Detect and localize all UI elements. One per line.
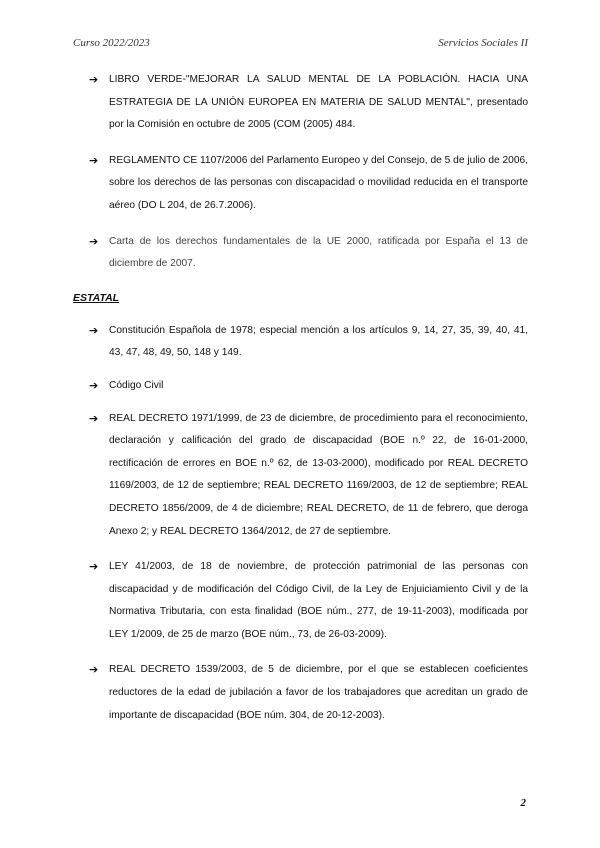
page-content bbox=[73, 69, 528, 727]
list-item-text: Carta de los derechos fundamentales de la UE 2000, ratificada por España el 13 de diciembre de 2007. bbox=[109, 235, 528, 270]
right-arrow-icon: ➔ bbox=[89, 379, 99, 392]
right-arrow-icon: ➔ bbox=[89, 561, 99, 574]
header-course: Curso 2022/2023 bbox=[73, 37, 150, 49]
right-arrow-icon: ➔ bbox=[89, 412, 99, 425]
list-item-text: REGLAMENTO CE 1107/2006 del Parlamento Europeo y del Consejo, de 5 de julio de 2006, sobre los derechos de las personas con discapacidad o movilidad reducida en el transporte aéreo (DO L 204, de 26.7.2006). bbox=[109, 154, 528, 211]
list-item bbox=[73, 408, 528, 544]
section-title-estatal: ESTATAL bbox=[73, 291, 120, 304]
list-item bbox=[73, 320, 528, 365]
list-item bbox=[73, 69, 528, 137]
list-item-text: Constitución Española de 1978; especial mención a los artículos 9, 14, 27, 35, 39, 40, 41, 43, 47, 48, 49, 50, 148 y 149. bbox=[109, 324, 528, 359]
list-item-text: LEY 41/2003, de 18 de noviembre, de protección patrimonial de las personas con discapacidad y de modificación del Código Civil, de la Ley de Enjuiciamiento Civil y de la Normativa Tributaria, con esta finalidad (BOE núm., 277, de 19-11-2003), modificada por LEY 1/2009, de 25 de marzo (BOE núm., 73, de 26-03-2009). bbox=[109, 561, 528, 640]
header-subject: Servicios Sociales II bbox=[438, 37, 528, 49]
list-item-text: Código Civil bbox=[109, 379, 164, 391]
list-item-text: REAL DECRETO 1971/1999, de 23 de diciembre, de procedimiento para el reconocimiento, declaración y calificación del grado de discapacidad (BOE n.º 22, de 16-01-2000, rectificación de errores en BOE n.º 62, de 13-03-2000), modificado por REAL DECRETO 1169/2003, de 12 de septiembre; REAL DECRETO 1169/2003, de 12 de septiembre; REAL DECRETO 1856/2009, de 4 de diciembre; REAL DECRETO, de 11 de febrero, que deroga Anexo 2; y REAL DECRETO 1364/2012, de 27 de septiembre. bbox=[109, 412, 528, 537]
list-item-text: REAL DECRETO 1539/2003, de 5 de diciembre, por el que se establecen coeficientes reductores de la edad de jubilación a favor de los trabajadores que acreditan un grado de importante de discapacidad (BOE núm. 304, de 20-12-2003). bbox=[109, 664, 528, 721]
list-item bbox=[73, 659, 528, 727]
right-arrow-icon: ➔ bbox=[89, 235, 99, 248]
right-arrow-icon: ➔ bbox=[89, 324, 99, 337]
list-item bbox=[73, 375, 528, 398]
list-item bbox=[73, 556, 528, 646]
list-item-text: LIBRO VERDE-"MEJORAR LA SALUD MENTAL DE LA POBLACIÓN. HACIA UNA ESTRATEGIA DE LA UNIÓN EUROPEA EN MATERIA DE SALUD MENTAL", presentado por la Comisión en octubre de 2005 (COM (2005) 484. bbox=[109, 74, 528, 131]
right-arrow-icon: ➔ bbox=[89, 154, 99, 167]
list-item bbox=[73, 231, 528, 276]
list-item bbox=[73, 150, 528, 218]
page-number: 2 bbox=[520, 797, 526, 809]
right-arrow-icon: ➔ bbox=[89, 664, 99, 677]
right-arrow-icon: ➔ bbox=[89, 74, 99, 86]
